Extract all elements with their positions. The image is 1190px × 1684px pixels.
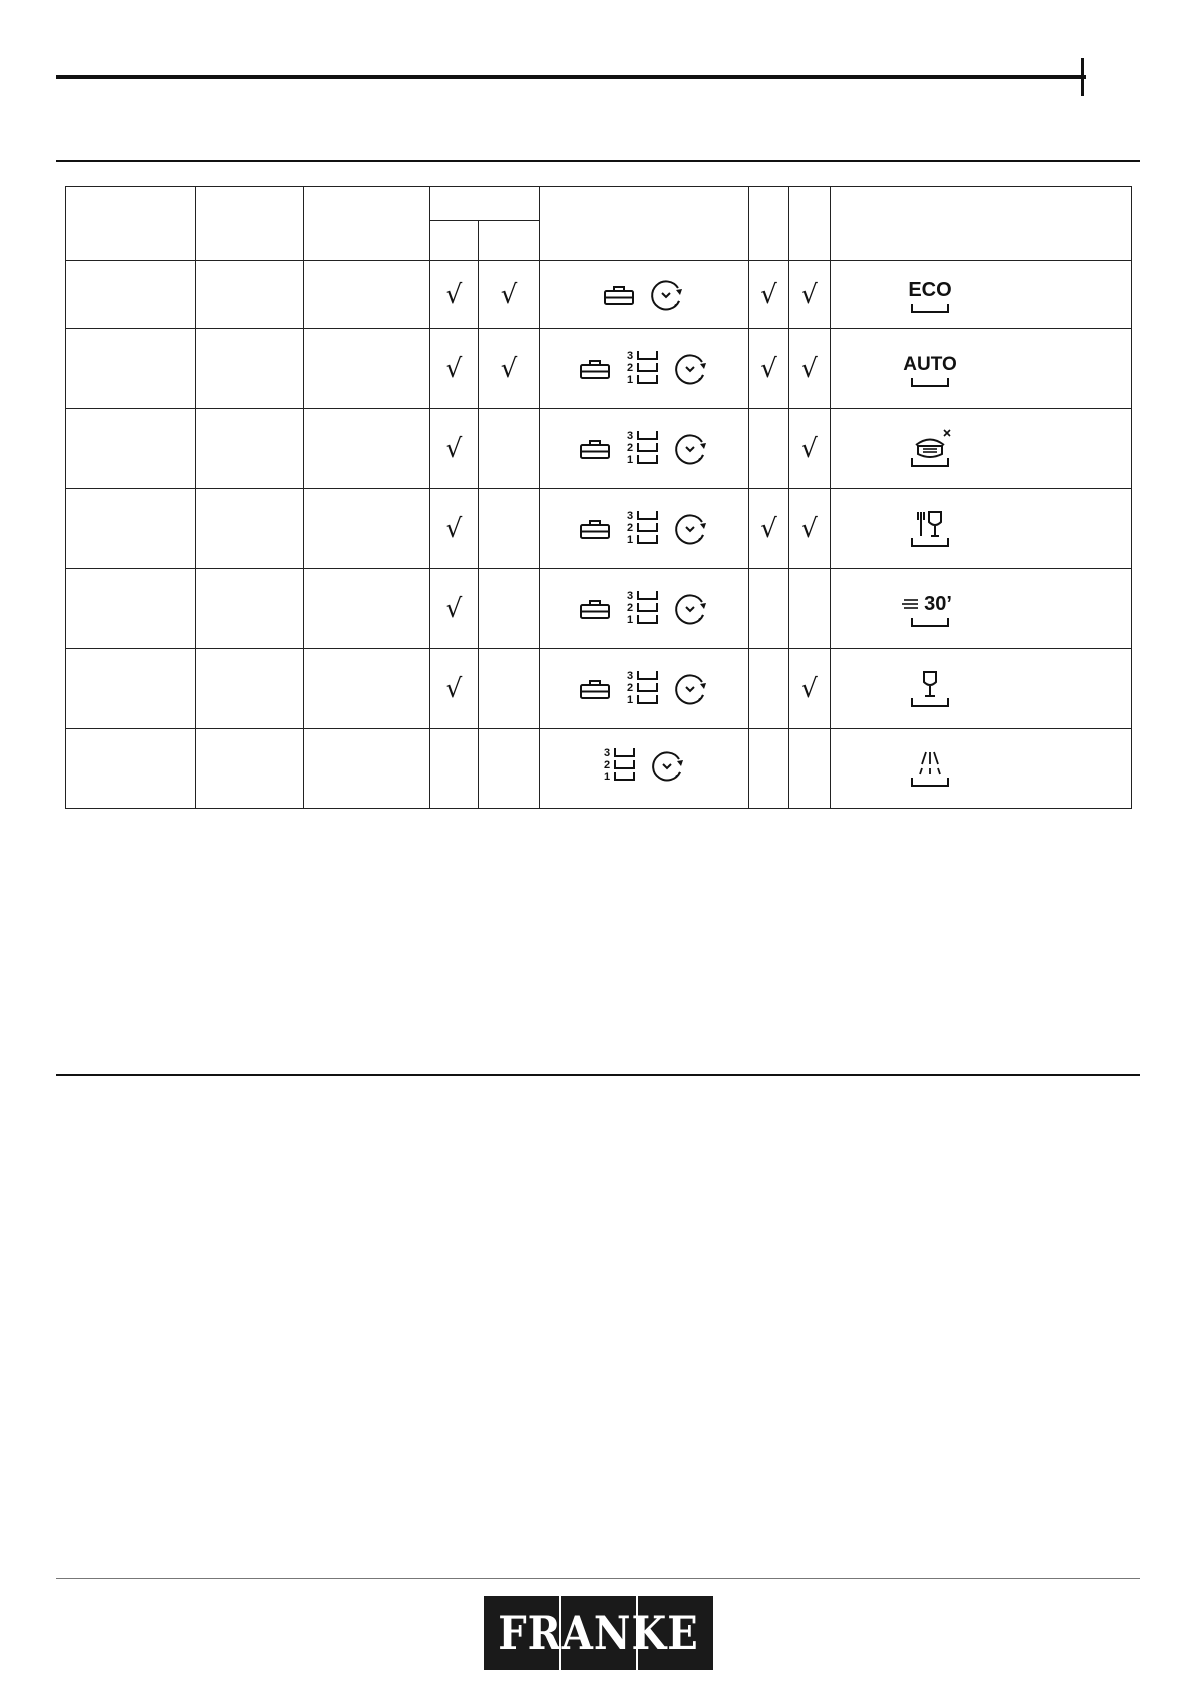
- half-load-icon: [603, 284, 635, 306]
- header-subcell: [479, 221, 540, 261]
- check-cell: [789, 649, 831, 729]
- franke-logo: [484, 1596, 713, 1670]
- svg-text:2: 2: [627, 681, 634, 694]
- svg-text:3: 3: [627, 669, 634, 682]
- footer-rule: [56, 1578, 1140, 1579]
- header-cell-program: [831, 187, 1132, 261]
- delay-timer-icon: [673, 351, 709, 387]
- program-icon-wrap: [831, 586, 1031, 632]
- options-cell: [540, 569, 749, 649]
- program-name-cell: [66, 729, 196, 809]
- header-cell-group: [430, 187, 540, 221]
- table-row: [66, 649, 1132, 729]
- program-name-cell: [66, 409, 196, 489]
- rack-select-icon: [602, 746, 636, 786]
- program-icon-cell: [831, 261, 1132, 329]
- check-cell: [430, 489, 479, 569]
- check-cell: [430, 409, 479, 489]
- program-icon-wrap: [831, 506, 1031, 552]
- option-icons: [579, 669, 709, 709]
- table-cell: [304, 569, 430, 649]
- check-mark-icon: √: [801, 513, 818, 544]
- intensive-program-icon: [896, 426, 966, 472]
- check-cell: [749, 261, 789, 329]
- check-cell: [789, 261, 831, 329]
- top-rule-tick: [1081, 58, 1084, 96]
- svg-text:2: 2: [627, 361, 634, 374]
- header-cell-options: [540, 187, 749, 261]
- svg-text:3: 3: [604, 747, 611, 759]
- svg-text:1: 1: [627, 613, 634, 626]
- program-icon-cell: [831, 569, 1132, 649]
- half-load-icon: [579, 358, 611, 380]
- top-rule: [56, 75, 1086, 79]
- table-cell: [196, 489, 304, 569]
- program-icon-wrap: [831, 426, 1031, 472]
- check-mark-icon: √: [760, 353, 777, 384]
- program-icon-wrap: [831, 666, 1031, 712]
- rack-select-icon: [625, 349, 659, 389]
- check-cell: [479, 261, 540, 329]
- table-row: [66, 329, 1132, 409]
- prewash-program-icon: [896, 746, 966, 792]
- table-row: [66, 569, 1132, 649]
- rack-select-icon: [625, 429, 659, 469]
- check-cell: [479, 649, 540, 729]
- check-cell: [749, 329, 789, 409]
- check-mark-icon: √: [445, 353, 463, 384]
- half-load-icon: [579, 518, 611, 540]
- svg-text:3: 3: [627, 509, 634, 522]
- delay-timer-icon: [649, 277, 685, 313]
- rack-select-icon: [625, 509, 659, 549]
- check-cell: [749, 729, 789, 809]
- options-cell: [540, 261, 749, 329]
- check-cell: [479, 569, 540, 649]
- svg-text:1: 1: [627, 533, 634, 546]
- header-subcell: [430, 221, 479, 261]
- check-cell: [749, 569, 789, 649]
- program-icon-wrap: [831, 746, 1031, 792]
- table-row: [66, 489, 1132, 569]
- check-cell: [789, 329, 831, 409]
- check-cell: [789, 569, 831, 649]
- rapid-program-label: 30’: [924, 592, 952, 615]
- table-cell: [196, 329, 304, 409]
- check-cell: [430, 729, 479, 809]
- delay-timer-icon: [673, 591, 709, 627]
- options-cell: [540, 409, 749, 489]
- svg-text:1: 1: [627, 453, 634, 466]
- header-cell: [196, 187, 304, 261]
- program-icon-cell: [831, 649, 1132, 729]
- table-cell: [196, 729, 304, 809]
- program-name-cell: [66, 329, 196, 409]
- options-cell: [540, 649, 749, 729]
- check-cell: [789, 409, 831, 489]
- check-mark-icon: √: [801, 353, 818, 384]
- table-cell: [304, 409, 430, 489]
- option-icons: [579, 429, 709, 469]
- options-cell: [540, 489, 749, 569]
- table-cell: [196, 649, 304, 729]
- check-mark-icon: √: [445, 513, 463, 544]
- check-cell: [479, 729, 540, 809]
- table-cell: [304, 649, 430, 729]
- delay-timer-icon: [673, 431, 709, 467]
- header-cell: [789, 187, 831, 261]
- table-row: [66, 729, 1132, 809]
- check-cell: [479, 329, 540, 409]
- program-name-cell: [66, 649, 196, 729]
- auto-program-icon: [896, 346, 966, 392]
- crystal-program-icon: [896, 666, 966, 712]
- check-cell: [430, 329, 479, 409]
- option-icons: [579, 509, 709, 549]
- rack-select-icon: [625, 589, 659, 629]
- svg-text:3: 3: [627, 349, 634, 362]
- check-mark-icon: √: [445, 433, 463, 464]
- table-cell: [304, 729, 430, 809]
- mixed-program-icon: [896, 506, 966, 552]
- svg-text:1: 1: [627, 693, 634, 706]
- program-icon-cell: [831, 729, 1132, 809]
- table-cell: [304, 261, 430, 329]
- header-cell: [304, 187, 430, 261]
- check-cell: [479, 489, 540, 569]
- rapid-program-icon: [896, 586, 966, 632]
- svg-text:3: 3: [627, 429, 634, 442]
- option-icons: [603, 277, 685, 313]
- check-mark-icon: √: [801, 673, 818, 704]
- check-mark-icon: √: [500, 353, 518, 384]
- table-cell: [304, 329, 430, 409]
- check-cell: [430, 649, 479, 729]
- check-cell: [749, 409, 789, 489]
- option-icons: [602, 746, 686, 786]
- check-cell: [789, 729, 831, 809]
- delay-timer-icon: [673, 511, 709, 547]
- check-mark-icon: √: [445, 593, 463, 624]
- program-name-cell: [66, 489, 196, 569]
- options-cell: [540, 329, 749, 409]
- svg-text:1: 1: [604, 771, 611, 783]
- logo-text: FRANKE: [498, 1605, 699, 1661]
- table-cell: [196, 569, 304, 649]
- program-icon-cell: [831, 489, 1132, 569]
- program-icon-wrap: [831, 346, 1031, 392]
- svg-text:2: 2: [627, 521, 634, 534]
- svg-text:1: 1: [627, 373, 634, 386]
- delay-timer-icon: [673, 671, 709, 707]
- delay-timer-icon: [650, 748, 686, 784]
- check-mark-icon: √: [801, 279, 818, 310]
- header-cell: [66, 187, 196, 261]
- check-cell: [430, 569, 479, 649]
- section-rule-top: [56, 160, 1140, 162]
- table-cell: [196, 261, 304, 329]
- check-mark-icon: √: [801, 433, 818, 464]
- option-icons: [579, 349, 709, 389]
- svg-text:2: 2: [604, 759, 611, 771]
- check-mark-icon: √: [445, 673, 463, 704]
- program-icon-cell: [831, 409, 1132, 489]
- options-cell: [540, 729, 749, 809]
- table-row: [66, 409, 1132, 489]
- svg-text:2: 2: [627, 601, 634, 614]
- check-cell: [430, 261, 479, 329]
- check-cell: [749, 489, 789, 569]
- eco-program-icon: [896, 272, 966, 318]
- svg-text:3: 3: [627, 589, 634, 602]
- check-mark-icon: √: [445, 279, 463, 310]
- half-load-icon: [579, 598, 611, 620]
- program-name-cell: [66, 261, 196, 329]
- check-mark-icon: √: [500, 279, 518, 310]
- table-row: [66, 261, 1132, 329]
- eco-program-label: ECO: [908, 278, 952, 301]
- program-name-cell: [66, 569, 196, 649]
- svg-text:2: 2: [627, 441, 634, 454]
- rack-select-icon: [625, 669, 659, 709]
- auto-program-label: AUTO: [903, 353, 957, 375]
- option-icons: [579, 589, 709, 629]
- check-cell: [479, 409, 540, 489]
- programme-table: [65, 186, 1132, 809]
- check-mark-icon: √: [760, 279, 777, 310]
- header-cell: [749, 187, 789, 261]
- header-row-1: [66, 187, 1132, 221]
- half-load-icon: [579, 678, 611, 700]
- section-rule-bottom: [56, 1074, 1140, 1076]
- check-mark-icon: √: [760, 513, 777, 544]
- check-cell: [789, 489, 831, 569]
- check-cell: [749, 649, 789, 729]
- table-cell: [304, 489, 430, 569]
- program-icon-wrap: [831, 272, 1031, 318]
- program-icon-cell: [831, 329, 1132, 409]
- half-load-icon: [579, 438, 611, 460]
- table-cell: [196, 409, 304, 489]
